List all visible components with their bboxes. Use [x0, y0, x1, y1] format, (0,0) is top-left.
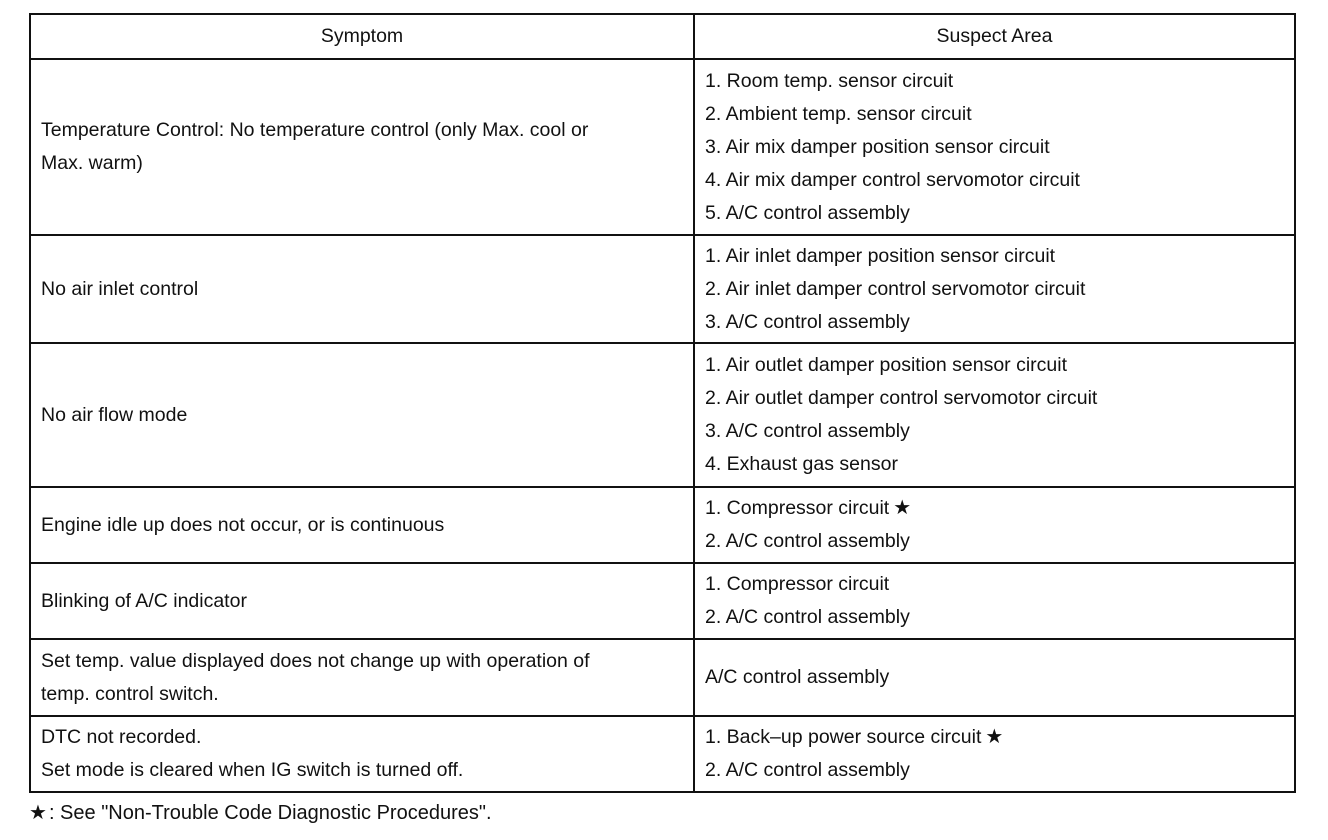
- suspect-list: [705, 240, 1284, 339]
- table-header-row: [30, 14, 1295, 59]
- suspect-item-text: 1. Compressor circuit: [705, 497, 890, 519]
- symptom-line: temp. control switch.: [41, 682, 219, 705]
- star-icon: ★: [893, 497, 912, 519]
- symptom-cell: [30, 563, 694, 639]
- document: [29, 13, 1294, 793]
- symptom-cell: [30, 343, 694, 487]
- suspect-cell: [694, 59, 1295, 235]
- suspect-item: 1. Compressor circuit: [705, 573, 890, 595]
- suspect-list: [705, 568, 1284, 634]
- table-row: [30, 343, 1295, 487]
- footnote: [29, 799, 492, 827]
- symptom-line: No air flow mode: [41, 403, 188, 426]
- suspect-item: 1. Air inlet damper position sensor circuit: [705, 244, 1056, 267]
- footnote-text: : See "Non-Trouble Code Diagnostic Procedures".: [48, 802, 492, 824]
- suspect-item: 1. Room temp. sensor circuit: [705, 69, 954, 92]
- symptom-cell: [30, 639, 694, 716]
- suspect-list: [705, 492, 1284, 558]
- suspect-cell: [694, 235, 1295, 343]
- symptom-cell: [30, 235, 694, 343]
- suspect-item: 2. A/C control assembly: [705, 759, 910, 781]
- suspect-cell: [694, 716, 1295, 792]
- header-suspect-area: Suspect Area: [694, 14, 1295, 59]
- suspect-item: 4. Air mix damper control servomotor circuit: [705, 168, 1080, 191]
- symptom-line: Engine idle up does not occur, or is continuous: [41, 513, 445, 536]
- symptom-line: Set mode is cleared when IG switch is turned off.: [41, 759, 464, 781]
- suspect-item-text: 1. Back–up power source circuit: [705, 726, 982, 748]
- suspect-list: [705, 65, 1284, 230]
- suspect-item: 4. Exhaust gas sensor: [705, 453, 898, 475]
- suspect-item: 3. Air mix damper position sensor circuit: [705, 135, 1050, 158]
- star-icon: ★: [29, 802, 47, 824]
- suspect-item: [705, 721, 1284, 754]
- suspect-cell: [694, 343, 1295, 487]
- symptom-line: No air inlet control: [41, 277, 199, 300]
- symptom-cell: [30, 487, 694, 563]
- suspect-cell: [694, 563, 1295, 639]
- suspect-item: 1. Air outlet damper position sensor circuit: [705, 354, 1068, 376]
- suspect-list: [705, 349, 1284, 481]
- suspect-item: 3. A/C control assembly: [705, 420, 910, 442]
- header-symptom: Symptom: [30, 14, 694, 59]
- suspect-item: 5. A/C control assembly: [705, 201, 910, 224]
- problem-symptoms-table: [29, 13, 1296, 793]
- suspect-list: [705, 721, 1284, 787]
- suspect-item: 3. A/C control assembly: [705, 310, 910, 333]
- symptom-line: Blinking of A/C indicator: [41, 589, 247, 612]
- star-icon: ★: [985, 726, 1004, 748]
- suspect-item: A/C control assembly: [705, 666, 890, 688]
- table-row: [30, 716, 1295, 792]
- symptom-cell: [30, 59, 694, 235]
- suspect-item: 2. A/C control assembly: [705, 606, 910, 628]
- suspect-item: 2. A/C control assembly: [705, 530, 910, 552]
- suspect-item: [705, 492, 1284, 525]
- symptom-cell: [30, 716, 694, 792]
- suspect-item: 2. Ambient temp. sensor circuit: [705, 102, 972, 125]
- suspect-cell: [694, 487, 1295, 563]
- symptom-line: Set temp. value displayed does not change up with operation of: [41, 649, 590, 672]
- suspect-item: 2. Air outlet damper control servomotor circuit: [705, 387, 1098, 409]
- table-row: [30, 487, 1295, 563]
- suspect-cell: [694, 639, 1295, 716]
- symptom-line: DTC not recorded.: [41, 726, 202, 748]
- suspect-list: [705, 661, 1284, 694]
- suspect-item: 2. Air inlet damper control servomotor circuit: [705, 277, 1086, 300]
- table-row: [30, 639, 1295, 716]
- symptom-line: Max. warm): [41, 152, 143, 174]
- table-row: [30, 59, 1295, 235]
- symptom-line: Temperature Control: No temperature control (only Max. cool or: [41, 119, 589, 141]
- table-row: [30, 235, 1295, 343]
- table-row: [30, 563, 1295, 639]
